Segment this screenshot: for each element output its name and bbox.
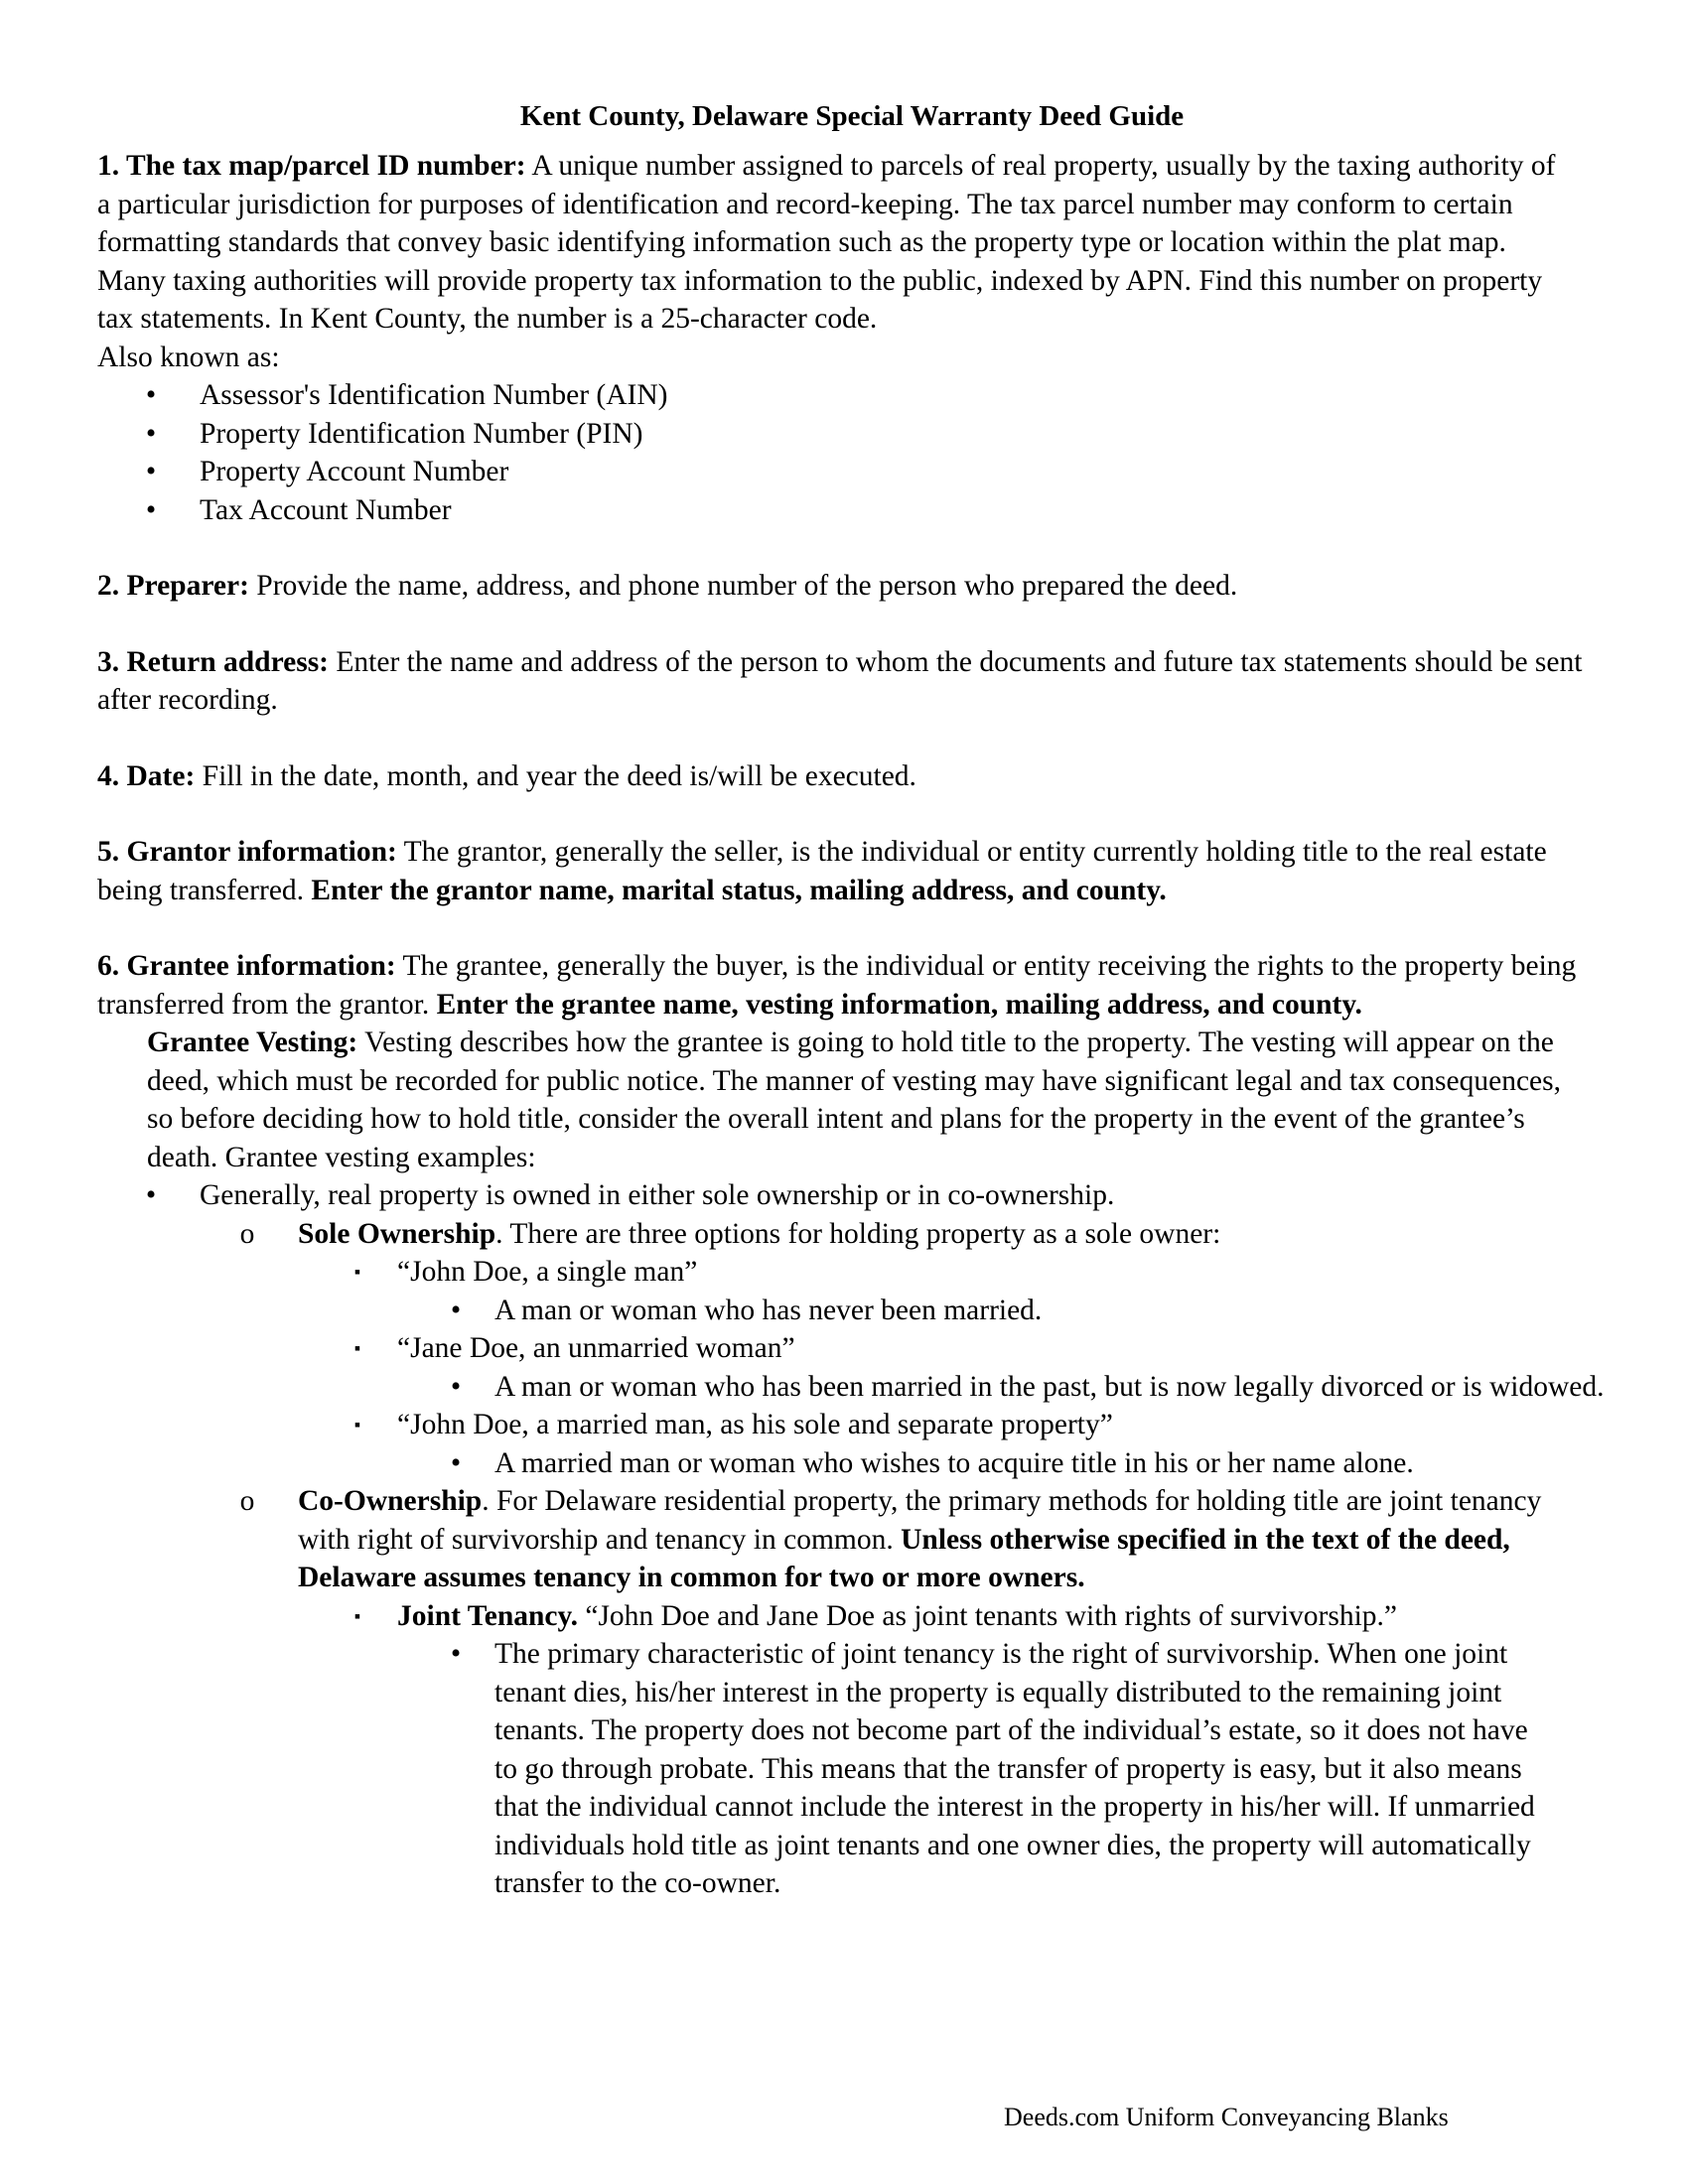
- sole-option: ▪ “Jane Doe, an unmarried woman”: [97, 1329, 1587, 1368]
- square-bullet-icon: ▪: [353, 1415, 361, 1434]
- bullet-icon: •: [145, 493, 157, 526]
- sole-ownership-item: [97, 1215, 1587, 1254]
- section-4-label: 4. Date:: [97, 759, 196, 792]
- aka-list: [97, 376, 1587, 529]
- section-2-label: 2. Preparer:: [97, 570, 249, 602]
- grantee-vesting: [97, 1024, 1587, 1176]
- sole-ownership-label: Sole Ownership: [298, 1217, 496, 1250]
- footer-text: Deeds.com Uniform Conveyancing Blanks: [1004, 2103, 1449, 2131]
- section-5-text: The grantor, generally the seller, is the individual or entity currently holding title to the real estate being transferred.: [97, 836, 1547, 906]
- section-4-text: Fill in the date, month, and year the deed is/will be executed.: [202, 759, 916, 792]
- joint-tenancy-example: “John Doe and Jane Doe as joint tenants with rights of survivorship.”: [585, 1599, 1398, 1632]
- section-6-label: 6. Grantee information:: [97, 950, 396, 982]
- circle-bullet-icon: o: [239, 1485, 255, 1517]
- aka-item: • Property Identification Number (PIN): [97, 415, 1587, 454]
- sole-option-desc: • A man or woman who has been married in the past, but is now legally divorced or is widowed.: [97, 1368, 1607, 1407]
- section-6: [97, 947, 1587, 1024]
- joint-tenancy-desc: • The primary characteristic of joint tenancy is the right of survivorship. When one joint tenant dies, his/her interest in the property is equally distributed to the remaining joint tenants. The property does not become part of the individual’s estate, so it does not have to go through probate. This means that the transfer of property is easy, but it also means that the individual cannot include the interest in the property in his/her will. If unmarried individuals hold title as joint tenants and one owner dies, the property will automatically transfer to the co-owner.: [97, 1635, 1557, 1903]
- joint-tenancy-label: Joint Tenancy.: [397, 1599, 578, 1632]
- vesting-label: Grantee Vesting:: [147, 1026, 358, 1058]
- section-5-instruction: Enter the grantor name, marital status, mailing address, and county.: [311, 874, 1167, 906]
- section-4: [97, 757, 1587, 796]
- aka-item: • Assessor's Identification Number (AIN): [97, 376, 1587, 415]
- section-3-text: Enter the name and address of the person to whom the documents and future tax statements should be sent after recording.: [97, 645, 1583, 716]
- sole-option-desc: • A man or woman who has never been married.: [97, 1292, 1587, 1330]
- section-2: [97, 567, 1587, 606]
- bullet-icon: •: [145, 417, 157, 450]
- bullet-icon: •: [450, 1446, 462, 1479]
- co-ownership-item: [97, 1482, 1589, 1597]
- aka-item: • Tax Account Number: [97, 491, 1587, 530]
- vesting-text: Vesting describes how the grantee is going to hold title to the property. The vesting will appear on the deed, which must be recorded for public notice. The manner of vesting may have significant legal and tax consequences, so before deciding how to hold title, consider the overall intent and plans for the property in the event of the grantee’s death. Grantee vesting examples:: [147, 1026, 1561, 1173]
- joint-tenancy-item: [97, 1597, 1587, 1636]
- section-5: [97, 833, 1587, 909]
- sole-ownership-text: . There are three options for holding property as a sole owner:: [495, 1217, 1221, 1250]
- sole-option: ▪ “John Doe, a married man, as his sole and separate property”: [97, 1406, 1587, 1444]
- bullet-icon: •: [145, 1179, 157, 1211]
- section-3-label: 3. Return address:: [97, 645, 330, 678]
- co-ownership-text: . For Delaware residential property, the primary methods for holding title are joint tenancy with right of survivorship and tenancy in common.: [298, 1485, 1542, 1556]
- square-bullet-icon: ▪: [353, 1262, 361, 1282]
- section-3: [97, 643, 1587, 720]
- co-ownership-note: Unless otherwise specified in the text of the deed, Delaware assumes tenancy in common for two or more owners.: [298, 1523, 1510, 1593]
- bullet-icon: •: [450, 1638, 462, 1670]
- bullet-icon: •: [450, 1294, 462, 1326]
- section-6-text: The grantee, generally the buyer, is the individual or entity receiving the rights to the property being transferred from the grantor.: [97, 950, 1577, 1021]
- bullet-icon: •: [145, 379, 157, 411]
- square-bullet-icon: ▪: [353, 1338, 361, 1358]
- document-title: Kent County, Delaware Special Warranty Deed Guide: [519, 100, 1185, 132]
- section-1-label: 1. The tax map/parcel ID number:: [97, 150, 526, 182]
- co-ownership-label: Co-Ownership: [298, 1485, 483, 1517]
- sole-option-desc: • A married man or woman who wishes to acquire title in his or her name alone.: [97, 1444, 1587, 1483]
- general-ownership-item: • Generally, real property is owned in either sole ownership or in co-ownership.: [97, 1176, 1587, 1215]
- circle-bullet-icon: o: [239, 1217, 255, 1250]
- sole-option: ▪ “John Doe, a single man”: [97, 1253, 1587, 1292]
- section-1-text: A unique number assigned to parcels of real property, usually by the taxing authority of a particular jurisdiction for purposes of identification and record-keeping. The tax parcel number may conform to certain formatting standards that convey basic identifying information such as the property type or location within the plat map. Many taxing authorities will provide property tax information to the public, indexed by APN. Find this number on property tax statements. In Kent County, the number is a 25-character code.: [97, 150, 1556, 335]
- bullet-icon: •: [450, 1370, 462, 1403]
- section-6-instruction: Enter the grantee name, vesting information, mailing address, and county.: [436, 988, 1362, 1021]
- section-5-label: 5. Grantor information:: [97, 836, 397, 868]
- aka-item: • Property Account Number: [97, 453, 1587, 491]
- section-1: [97, 147, 1557, 339]
- document-page: [97, 97, 1605, 1903]
- square-bullet-icon: ▪: [353, 1605, 361, 1626]
- section-2-text: Provide the name, address, and phone number of the person who prepared the deed.: [256, 570, 1238, 602]
- bullet-icon: •: [145, 456, 157, 487]
- also-known-as: Also known as:: [97, 341, 280, 373]
